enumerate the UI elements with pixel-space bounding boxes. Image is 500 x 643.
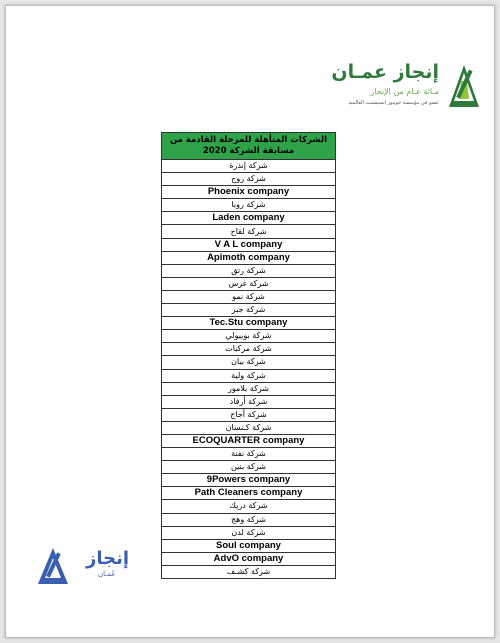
table-row xyxy=(162,552,336,565)
company-name-cell: شركة كـنسان xyxy=(162,421,336,434)
table-row xyxy=(162,382,336,395)
table-row xyxy=(162,199,336,212)
table-row xyxy=(162,277,336,290)
logo-subtitle: عضو في مؤسسة جونيور اتشيفمنت العالمية xyxy=(348,100,439,106)
table-row xyxy=(162,356,336,369)
company-name-cell: شركة رتق xyxy=(162,264,336,277)
document-page xyxy=(5,5,495,638)
table-row xyxy=(162,565,336,578)
table-row xyxy=(162,304,336,317)
company-name-cell: شركة بنين xyxy=(162,461,336,474)
table-row xyxy=(162,395,336,408)
company-name-cell: شركة أرفاد xyxy=(162,395,336,408)
logo-name: إنجاز عمـان xyxy=(331,61,439,83)
company-name-cell: 9Powers company xyxy=(162,474,336,487)
injaz-triangle-logo-icon xyxy=(36,546,70,586)
table-row xyxy=(162,186,336,199)
table-row xyxy=(162,408,336,421)
table-row xyxy=(162,474,336,487)
table-row xyxy=(162,539,336,552)
company-name-cell: شركة لدن xyxy=(162,526,336,539)
table-row xyxy=(162,434,336,447)
company-name-cell: شركة ولية xyxy=(162,369,336,382)
table-row xyxy=(162,251,336,264)
company-name-cell: شركة كشـف xyxy=(162,565,336,578)
company-name-cell: شركة بلامور xyxy=(162,382,336,395)
injaz-bottom-logo xyxy=(36,546,146,590)
company-name-cell: شركة إنذرة xyxy=(162,160,336,173)
company-name-cell: شركة بيان xyxy=(162,356,336,369)
table-row xyxy=(162,448,336,461)
company-name-cell: شركة دريك xyxy=(162,500,336,513)
table-row xyxy=(162,513,336,526)
company-name-cell: شركة غرس xyxy=(162,277,336,290)
table-row xyxy=(162,160,336,173)
table-row xyxy=(162,461,336,474)
table-row xyxy=(162,317,336,330)
company-name-cell: شركة روح xyxy=(162,173,336,186)
table-row xyxy=(162,238,336,251)
qualified-companies-table xyxy=(161,132,336,579)
table-row xyxy=(162,369,336,382)
company-name-cell: شركة نمو xyxy=(162,290,336,303)
injaz-triangle-logo-icon xyxy=(447,63,481,109)
company-name-cell: Soul company xyxy=(162,539,336,552)
company-name-cell: AdvO company xyxy=(162,552,336,565)
company-name-cell: شركة وهج xyxy=(162,513,336,526)
company-name-cell: شركة مركبات xyxy=(162,343,336,356)
bottom-logo-subtitle: عُمـان xyxy=(98,570,116,578)
company-name-cell: Path Cleaners company xyxy=(162,487,336,500)
injaz-oman-logo xyxy=(331,61,481,117)
company-name-cell: Apimoth company xyxy=(162,251,336,264)
table-row xyxy=(162,290,336,303)
company-name-cell: شركة روبا xyxy=(162,199,336,212)
table-row xyxy=(162,500,336,513)
company-name-cell: Phoenix company xyxy=(162,186,336,199)
table-row xyxy=(162,421,336,434)
company-name-cell: شركة لقاح xyxy=(162,225,336,238)
table-row xyxy=(162,173,336,186)
table-row xyxy=(162,343,336,356)
table-row xyxy=(162,225,336,238)
company-name-cell: ECOQUARTER company xyxy=(162,434,336,447)
logo-tagline: مـائة عـام من الإنجاز xyxy=(370,87,439,96)
company-name-cell: Tec.Stu company xyxy=(162,317,336,330)
company-name-cell: Laden company xyxy=(162,212,336,225)
company-name-cell: شركة جبر xyxy=(162,304,336,317)
company-name-cell: V A L company xyxy=(162,238,336,251)
table-row xyxy=(162,487,336,500)
bottom-logo-name: إنجاز xyxy=(86,548,130,569)
company-name-cell: شركة بوبيولي xyxy=(162,330,336,343)
table-row xyxy=(162,264,336,277)
table-row xyxy=(162,330,336,343)
table-row xyxy=(162,212,336,225)
table-header: الشركات المتأهلة للمرحلة القادمة من مسابقة الشركة 2020 xyxy=(162,133,336,160)
company-name-cell: شركة أجاج xyxy=(162,408,336,421)
table-row xyxy=(162,526,336,539)
company-name-cell: شركة نفنة xyxy=(162,448,336,461)
